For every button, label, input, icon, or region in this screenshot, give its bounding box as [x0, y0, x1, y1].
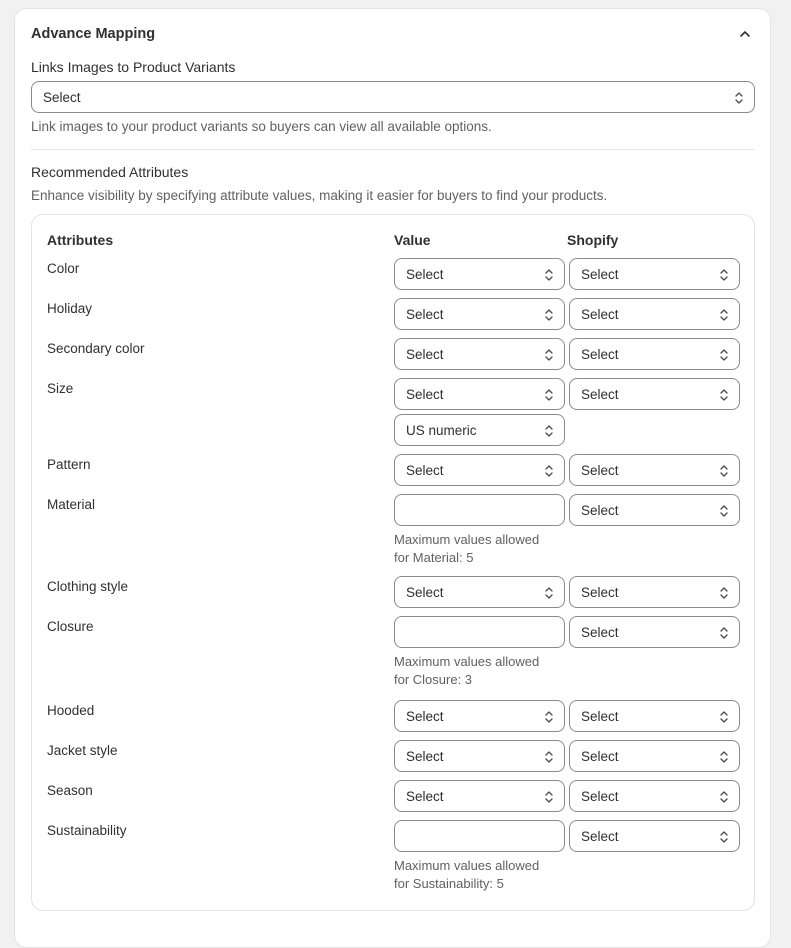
select-arrows-icon [719, 750, 729, 764]
select-arrows-icon [544, 464, 554, 478]
shopify-select-text: Select [581, 346, 619, 362]
shopify-select[interactable] [569, 378, 740, 410]
shopify-select-text: Select [581, 502, 619, 518]
shopify-select-text: Select [581, 788, 619, 804]
shopify-select-text: Select [581, 462, 619, 478]
attribute-name: Size [47, 381, 74, 396]
attribute-name: Secondary color [47, 341, 145, 356]
select-arrows-icon [719, 464, 729, 478]
value-select-text: Select [406, 346, 444, 362]
value-select-text: Select [406, 386, 444, 402]
max-values-note [394, 857, 564, 893]
shopify-select-text: Select [581, 748, 619, 764]
value-select[interactable] [394, 740, 565, 772]
header-attributes: Attributes [47, 232, 114, 248]
value-select[interactable] [394, 298, 565, 330]
value-select[interactable] [394, 258, 565, 290]
shopify-select[interactable] [569, 494, 740, 526]
attribute-name: Material [47, 497, 96, 512]
select-arrows-icon [719, 830, 729, 844]
recommended-help: Enhance visibility by specifying attribute values, making it easier for buyers to find your products. [31, 188, 608, 203]
chevron-up-icon[interactable] [738, 27, 752, 41]
max-values-note-line1: Maximum values allowed [394, 858, 540, 873]
attribute-name: Clothing style [47, 579, 129, 594]
attribute-name: Jacket style [47, 743, 118, 758]
select-arrows-icon [734, 91, 744, 105]
select-arrows-icon [719, 626, 729, 640]
shopify-select[interactable] [569, 700, 740, 732]
shopify-select-text: Select [581, 266, 619, 282]
select-arrows-icon [719, 388, 729, 402]
select-arrows-icon [544, 268, 554, 282]
header-value: Value [394, 232, 431, 248]
shopify-select[interactable] [569, 616, 740, 648]
value-select-text: Select [406, 788, 444, 804]
advance-mapping-card [14, 8, 771, 948]
shopify-select[interactable] [569, 298, 740, 330]
header-shopify: Shopify [567, 232, 619, 248]
select-arrows-icon [544, 348, 554, 362]
select-arrows-icon [719, 710, 729, 724]
section-title: Advance Mapping [31, 26, 156, 42]
link-images-select[interactable] [31, 81, 755, 113]
select-arrows-icon [719, 348, 729, 362]
max-values-note-line1: Maximum values allowed [394, 532, 540, 547]
select-arrows-icon [544, 790, 554, 804]
size-system-text: US numeric [406, 422, 477, 438]
value-select-text: Select [406, 584, 444, 600]
value-select-text: Select [406, 748, 444, 764]
max-values-note [394, 531, 564, 567]
attribute-name: Pattern [47, 457, 91, 472]
select-arrows-icon [544, 750, 554, 764]
attribute-name: Sustainability [47, 823, 127, 838]
attribute-name: Holiday [47, 301, 93, 316]
shopify-select[interactable] [569, 740, 740, 772]
max-values-note [394, 653, 564, 689]
select-arrows-icon [719, 790, 729, 804]
shopify-select-text: Select [581, 828, 619, 844]
divider [31, 149, 754, 150]
shopify-select[interactable] [569, 454, 740, 486]
shopify-select-text: Select [581, 624, 619, 640]
value-select-text: Select [406, 708, 444, 724]
select-arrows-icon [544, 586, 554, 600]
select-arrows-icon [719, 308, 729, 322]
select-arrows-icon [719, 268, 729, 282]
value-select-text: Select [406, 306, 444, 322]
shopify-select-text: Select [581, 386, 619, 402]
shopify-select-text: Select [581, 708, 619, 724]
attribute-name: Closure [47, 619, 94, 634]
select-arrows-icon [719, 504, 729, 518]
attribute-name: Color [47, 261, 80, 276]
value-select[interactable] [394, 700, 565, 732]
value-select[interactable] [394, 576, 565, 608]
select-arrows-icon [544, 710, 554, 724]
value-select[interactable] [394, 378, 565, 410]
max-values-note-line2: for Closure: 3 [394, 672, 473, 687]
shopify-select[interactable] [569, 780, 740, 812]
shopify-select-text: Select [581, 306, 619, 322]
size-system-select[interactable] [394, 414, 565, 446]
select-arrows-icon [544, 388, 554, 402]
value-select[interactable] [394, 338, 565, 370]
max-values-note-line2: for Sustainability: 5 [394, 876, 504, 891]
value-select[interactable] [394, 454, 565, 486]
value-select-text: Select [406, 462, 444, 478]
shopify-select[interactable] [569, 576, 740, 608]
value-select-text: Select [406, 266, 444, 282]
attribute-name: Season [47, 783, 93, 798]
shopify-select[interactable] [569, 338, 740, 370]
attributes-table [31, 214, 755, 911]
shopify-select-text: Select [581, 584, 619, 600]
select-arrows-icon [544, 308, 554, 322]
link-images-help: Link images to your product variants so buyers can view all available options. [31, 119, 492, 134]
max-values-note-line1: Maximum values allowed [394, 654, 540, 669]
shopify-select[interactable] [569, 820, 740, 852]
max-values-note-line2: for Material: 5 [394, 550, 474, 565]
link-images-label: Links Images to Product Variants [31, 59, 236, 75]
select-arrows-icon [719, 586, 729, 600]
shopify-select[interactable] [569, 258, 740, 290]
select-arrows-icon [544, 424, 554, 438]
value-input[interactable] [394, 616, 565, 648]
link-images-select-value: Select [43, 89, 81, 105]
value-input[interactable] [394, 820, 565, 852]
attribute-name: Hooded [47, 703, 95, 718]
value-input[interactable] [394, 494, 565, 526]
recommended-title: Recommended Attributes [31, 164, 189, 180]
value-select[interactable] [394, 780, 565, 812]
